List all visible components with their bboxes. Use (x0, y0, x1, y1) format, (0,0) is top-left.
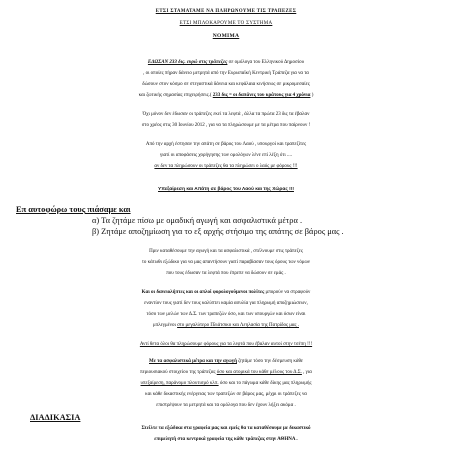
p8-line-2-lead: περιουσιακού στοιχείου της τράπεζας (140, 370, 217, 375)
p4-item-a: α) Τα ζητάμε πίσω με ομαδική αγωγή και ασφαλιστικά μέτρα . (92, 216, 303, 225)
p8-line-2-end: , για (301, 370, 312, 375)
p1-line-1 (0, 58, 452, 68)
p3-line-3: αν δεν τα πληρώσουν οι τράπεζες θα τα πληρώσει ο λαός με φόρους !!! (154, 164, 298, 169)
p5-line-3: που τους έδωσαν τα λεφτά που έπρεπε να δώσουν σε εμάς . (166, 271, 286, 276)
p5-line-2: το κάτωθι εξώδικο για να μας απαντήσουν γιατί παραβίασαν τους όρους των νόμων (141, 260, 311, 265)
p6-line-3: τόσο των μελών των Δ.Σ. των τραπεζών όσο, και των υπουργών και όσων είναι (146, 312, 306, 317)
p1-line-2: , οι οποίες πήραν δάνειο μετρητά από την Ευρωπαϊκή Κεντρική Τράπεζα για να τα (143, 71, 309, 76)
title-main: ΝΟΜΙΜΑ (212, 33, 240, 39)
p2-line-1: Όχι μόνον δεν έδωσαν οι τράπεζες εκεί τα λεφτά , άλλα τα πρώτα 23 δις τα έβαλαν (142, 112, 310, 117)
p8-line-2 (0, 368, 452, 378)
p1-line-4-lead: και ζωτικής σημασίας επιχειρήσεις.( (138, 93, 213, 98)
p1-amount: ΕΔΩΣΑΝ 233 δις. ευρώ στις τράπεζες (147, 60, 228, 65)
p8-line-3-underline: υπεξαίρεση, παράνομο πλουτισμό κλπ. (140, 381, 219, 386)
p8-line-3-rest: όσο και το πάγωμα κάθε δίκης μας πληρωμής (218, 381, 312, 386)
p4-intro: Επ αυτοφώρω τους πιάσαμε και (16, 205, 131, 214)
p9-label: ΔΙΑΔΙΚΑΣΙΑ (30, 413, 81, 422)
p6-line-2: εναντίον τους γιατί δεν τους καλύπτει καμία ασυλία για πληρωμή αποζημιώσεων, (144, 301, 308, 306)
title-line-1: ΕΤΣΙ ΣΤΑΜΑΤΑΜΕ ΝΑ ΠΛΗΡΩΝΟΥΜΕ ΤΙΣ ΤΡΑΠΕΖΕΣ (155, 9, 297, 14)
p6-line-4-lead: μπλεγμένοι (153, 323, 178, 328)
p5-line-1: Πριν καταθέσουμε την αγωγή και τα ασφαλιστικά , στέλνουμε στις τράπεζες (149, 249, 303, 254)
p8-line-2-underline: όσο και ατομικά του κάθε μέλους του Δ.Σ. (216, 370, 302, 375)
p2-line-2: στο χρέος στις 30 Ιουνίου 2012 , για να τα πληρώσουμε με τα μέτρα που παίρνουν ! (141, 123, 311, 128)
p7-line-1: Αντί θετα όλοι θα πληρώσουμε φόρους για τα λεφτά που έβαλαν αυτοί στην τσέπη !!! (139, 342, 313, 347)
p8-lead-bold: Με τα ασφαλιστικά μέτρα και την αγωγή (149, 359, 237, 364)
p6-line-1 (0, 288, 452, 298)
headline: Υπεξαίρεση και Απάτη σε βάρος του Λαού και της Χώρας !!! (158, 187, 294, 192)
p9-line-2: επιμελητή στα κεντρικά γραφεία της κάθε τράπεζας στην ΑΘΗΝΑ . (154, 437, 298, 442)
p8-line-4: και κάθε δικαστικής ενέργειας των τραπεζών σε βάρος μας, μέχρι οι τράπεζες να (145, 392, 307, 397)
p6-line-4 (0, 321, 452, 331)
p3-line-1: Από την αρχή έστησαν την απάτη σε βάρος του Λαού , υπουργοί και τραπεζίτες (145, 142, 307, 147)
title-line-2: ΕΤΣΙ ΜΠΛΟΚΑΡΟΥΜΕ ΤΟ ΣΥΣΤΗΜΑ (179, 21, 273, 26)
p8-line-3 (0, 379, 452, 389)
p8-line-1 (0, 357, 452, 367)
p1-line-4 (0, 91, 452, 101)
p6-lead-bold: Και οι δανειολήπτες και οι απλοί φορολογούμενοι πολίτες (141, 290, 265, 295)
p6-line-1-rest: μπορούν να στραφούν (264, 290, 311, 295)
p8-line-5: επιστρέψουν τα μετρητά και τα ομόλογα που δεν έχουν λήξει ακόμα . (156, 403, 296, 408)
p1-line-3: δώσουν στον κόσμο σε στεγαστικά δάνεια και κεφάλαια κινήσεως σε μικρομεσαίες (142, 82, 310, 87)
p3-line-2: γιατί οι αποφάσεις χορήγησης των ομολόγων λένε επί λέξη ότι .... (160, 153, 292, 158)
p4-item-b: β) Ζητάμε αποζημίωση για το εξ αρχής στήσιμο της απάτης σε βάρος μας . (92, 227, 344, 236)
p9-line-1: Στείλτε τα εξώδικα στα γραφεία μας και εμείς θα τα καταθέσουμε με δικαστικό (141, 426, 311, 431)
p1-highlight: 233 δις = οι δαπάνες του κράτους για 4 χρόνια (212, 93, 311, 98)
p1-line-4-end: ) (310, 93, 314, 98)
p6-highlight: στο μεγαλύτερο Πλιάτσικο και Λεηλασία της Πατρίδος μας . (177, 323, 299, 328)
p8-line-1-rest: ζητάμε τόσο την δέσμευση κάθε (236, 359, 303, 364)
p1-line-1-rest: σε ομόλογα του Ελληνικού Δημοσίου (227, 60, 305, 65)
